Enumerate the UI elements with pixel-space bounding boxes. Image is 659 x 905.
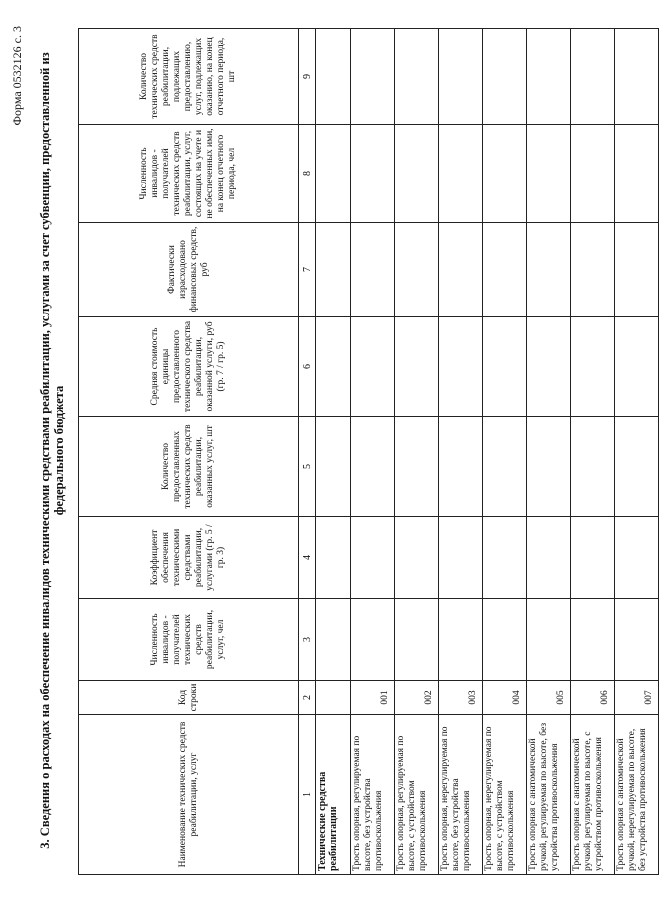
table-cell — [571, 417, 615, 517]
form-label: Форма 0532126 с. 3 — [10, 26, 24, 126]
row-name: Трость опорная с анатомической ручкой, регулируемая по высоте, без устройства противоскольжения — [527, 715, 571, 875]
table-row — [615, 29, 659, 875]
table-cell — [615, 125, 659, 223]
table-cell — [395, 125, 439, 223]
table-cell — [615, 317, 659, 417]
table-cell — [395, 599, 439, 681]
table-cell — [571, 517, 615, 599]
row-name: Трость опорная с анатомической ручкой, нерегулируемая по высоте, без устройства противоскольжения — [615, 715, 659, 875]
table-cell — [351, 223, 395, 317]
header-cell: Код строки — [79, 681, 299, 715]
table-row — [439, 29, 483, 875]
table-cell — [571, 317, 615, 417]
table-cell — [483, 317, 527, 417]
table-cell — [571, 599, 615, 681]
table-cell — [483, 517, 527, 599]
table-cell — [351, 29, 395, 125]
row-name: Трость опорная, регулируемая по высоте, с устройством противоскольжения — [395, 715, 439, 875]
column-number-row — [299, 29, 316, 875]
table-cell — [483, 599, 527, 681]
row-name: Трость опорная, регулируемая по высоте, без устройства противоскольжения — [351, 715, 395, 875]
table-cell — [316, 125, 351, 223]
table-cell — [316, 417, 351, 517]
header-cell: Коэффициент обеспечения техническими средствами реабилитации, услугами (гр. 5 / гр. 3) — [79, 517, 299, 599]
table-cell — [351, 417, 395, 517]
table-cell — [439, 125, 483, 223]
row-code: 004 — [483, 681, 527, 715]
table-cell — [571, 29, 615, 125]
table-cell — [395, 223, 439, 317]
table-cell — [571, 223, 615, 317]
row-name: Трость опорная с анатомической ручкой, регулируемая по высоте, с устройством противоскольжения — [571, 715, 615, 875]
table-cell — [316, 599, 351, 681]
table-cell — [439, 599, 483, 681]
table-cell — [615, 599, 659, 681]
table-row — [483, 29, 527, 875]
table-cell — [527, 517, 571, 599]
column-number: 7 — [299, 223, 316, 317]
row-name: Трость опорная, нерегулируемая по высоте, с устройством противоскольжения — [483, 715, 527, 875]
table-cell — [439, 317, 483, 417]
column-number: 4 — [299, 517, 316, 599]
column-number: 1 — [299, 715, 316, 875]
column-number: 5 — [299, 417, 316, 517]
header-cell: Количество предоставленных технических средств реабилитации, оказанных услуг, шт — [79, 417, 299, 517]
table-cell — [615, 223, 659, 317]
row-code: 002 — [395, 681, 439, 715]
table-cell — [351, 599, 395, 681]
column-number: 8 — [299, 125, 316, 223]
column-number: 9 — [299, 29, 316, 125]
header-row — [79, 29, 299, 875]
column-number: 6 — [299, 317, 316, 417]
table-cell — [351, 517, 395, 599]
header-cell: Численность инвалидов - получателей технических средств реабилитации, услуг, чел — [79, 599, 299, 681]
table-cell — [439, 517, 483, 599]
table-row — [395, 29, 439, 875]
table-cell — [527, 29, 571, 125]
table-cell — [483, 223, 527, 317]
header-cell: Количество технических средств реабилитации, подлежащих предоставлению, услуг, подлежащих оказанию, на конец отчетного периода, шт — [79, 29, 299, 125]
header-cell: Средняя стоимость единицы предоставленного технического средства реабилитации, оказанной услуги, руб (гр. 7 / гр. 5) — [79, 317, 299, 417]
table-cell — [316, 681, 351, 715]
table-cell — [316, 223, 351, 317]
table-cell — [483, 417, 527, 517]
table-cell — [351, 317, 395, 417]
expenses-table — [78, 28, 659, 875]
table-cell — [527, 125, 571, 223]
row-code: 001 — [351, 681, 395, 715]
table-cell — [527, 417, 571, 517]
table-cell — [395, 517, 439, 599]
table-cell — [439, 417, 483, 517]
table-row — [351, 29, 395, 875]
section-row — [316, 29, 351, 875]
table-cell — [615, 517, 659, 599]
table-cell — [483, 125, 527, 223]
row-name: Трость опорная, нерегулируемая по высоте, без устройства противоскольжения — [439, 715, 483, 875]
row-code: 005 — [527, 681, 571, 715]
column-number: 3 — [299, 599, 316, 681]
table-row — [527, 29, 571, 875]
header-cell: Фактически израсходовано финансовых средств, руб — [79, 223, 299, 317]
table-cell — [483, 29, 527, 125]
row-code: 003 — [439, 681, 483, 715]
table-cell — [527, 223, 571, 317]
table-cell — [351, 125, 395, 223]
row-code: 006 — [571, 681, 615, 715]
table-cell — [316, 317, 351, 417]
header-cell: Численность инвалидов - получателей технических средств реабилитации, услуг, состоящих на учете и не обеспеченных ими, на конец отчетного периода, чел — [79, 125, 299, 223]
table-cell — [395, 417, 439, 517]
table-row — [571, 29, 615, 875]
table-cell — [439, 29, 483, 125]
header-cell: Наименование технических средств реабилитации, услуг — [79, 715, 299, 875]
table-cell — [439, 223, 483, 317]
section-title: 3. Сведения о расходах на обеспечение инвалидов техническими средствами реабилитации, услугами за счет субвенции, предоставленной из федерального бюджета — [38, 52, 66, 849]
row-code: 007 — [615, 681, 659, 715]
table-cell — [571, 125, 615, 223]
table-cell — [615, 417, 659, 517]
table-cell — [316, 29, 351, 125]
table-cell — [615, 29, 659, 125]
table-cell — [395, 317, 439, 417]
table-cell — [527, 317, 571, 417]
table-cell — [316, 517, 351, 599]
table-cell — [527, 599, 571, 681]
section-label: Технические средства реабилитации — [316, 715, 351, 875]
column-number: 2 — [299, 681, 316, 715]
table-cell — [395, 29, 439, 125]
